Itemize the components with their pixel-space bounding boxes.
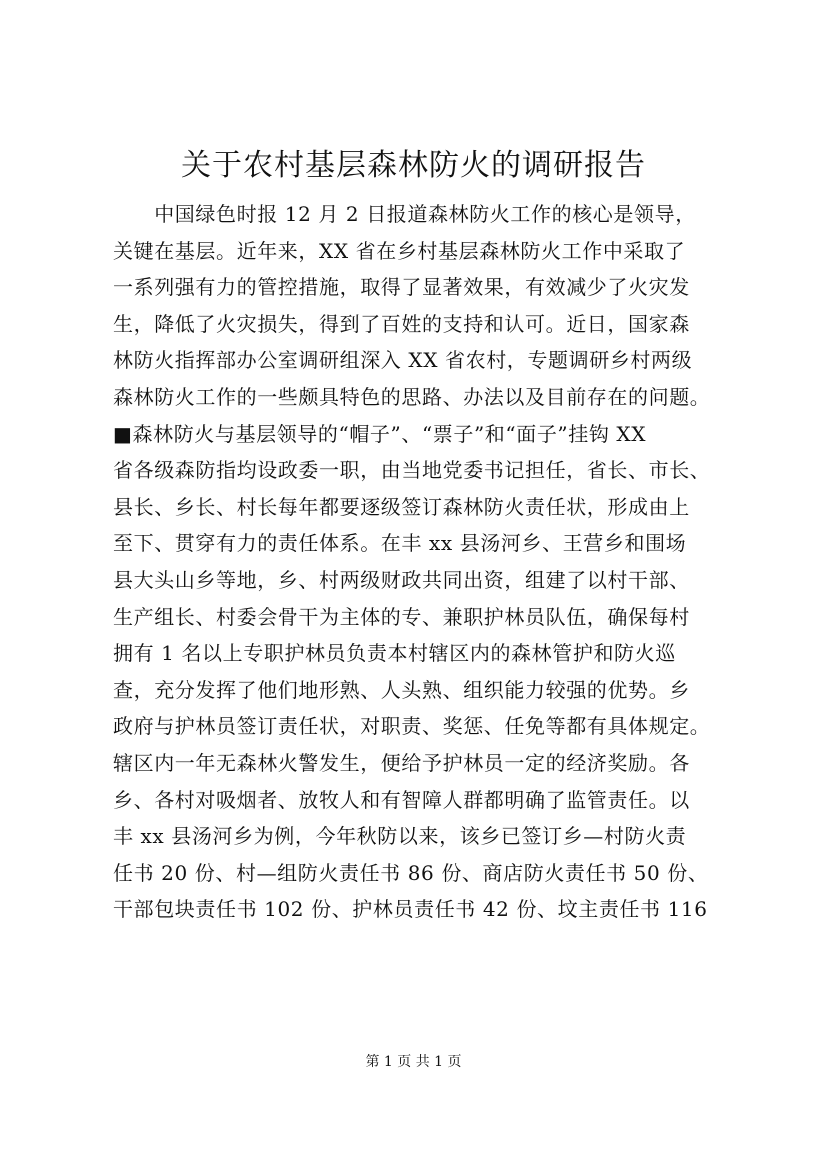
- body-line: 中国绿色时报 12 月 2 日报道森林防火工作的核心是领导，: [113, 202, 696, 226]
- body-line: 任书 20 份、村—组防火责任书 86 份、商店防火责任书 50 份、: [113, 860, 709, 885]
- body-line: 林防火指挥部办公室调研组深入 XX 省农村，专题调研乡村两级: [113, 348, 693, 373]
- body-line: 乡、各村对吸烟者、放牧人和有智障人群都明确了监管责任。以: [113, 787, 690, 812]
- body-line: 县长、乡长、村长每年都要逐级签订森林防火责任状，形成由上: [113, 494, 690, 519]
- document-body: [113, 196, 753, 928]
- body-line: 政府与护林员签订责任状，对职责、奖惩、任免等都有具体规定。: [113, 714, 711, 739]
- body-line: 干部包块责任书 102 份、护林员责任书 42 份、坟主责任书 116: [113, 897, 708, 922]
- body-line: 生产组长、村委会骨干为主体的专、兼职护林员队伍，确保每村: [113, 604, 690, 629]
- body-line: 关键在基层。近年来，XX 省在乡村基层森林防火工作中采取了: [113, 238, 686, 263]
- body-line: 丰 xx 县汤河乡为例，今年秋防以来，该乡已签订乡—村防火责: [113, 824, 687, 849]
- body-line: 一系列强有力的管控措施，取得了显著效果，有效减少了火灾发: [113, 275, 690, 300]
- body-line: 查，充分发挥了他们地形熟、人头熟、组织能力较强的优势。乡: [113, 677, 690, 702]
- body-line: 县大头山乡等地，乡、村两级财政共同出资，组建了以村干部、: [113, 567, 690, 592]
- body-line: 省各级森防指均设政委一职，由当地党委书记担任，省长、市长、: [113, 458, 711, 483]
- body-line: ■森林防火与基层领导的“帽子”、“票子”和“面子”挂钩 XX: [113, 421, 647, 446]
- document-title: 关于农村基层森林防火的调研报告: [181, 148, 646, 183]
- body-line: 森林防火工作的一些颇具特色的思路、办法以及目前存在的问题。: [113, 384, 711, 409]
- body-line: 生，降低了火灾损失，得到了百姓的支持和认可。近日，国家森: [113, 311, 690, 336]
- body-line: 辖区内一年无森林火警发生，便给予护林员一定的经济奖励。各: [113, 750, 690, 775]
- body-line: 拥有 1 名以上专职护林员负责本村辖区内的森林管护和防火巡: [113, 641, 676, 666]
- page-number: 第 1 页 共 1 页: [365, 1054, 462, 1070]
- body-line: 至下、贯穿有力的责任体系。在丰 xx 县汤河乡、王营乡和围场: [113, 531, 687, 556]
